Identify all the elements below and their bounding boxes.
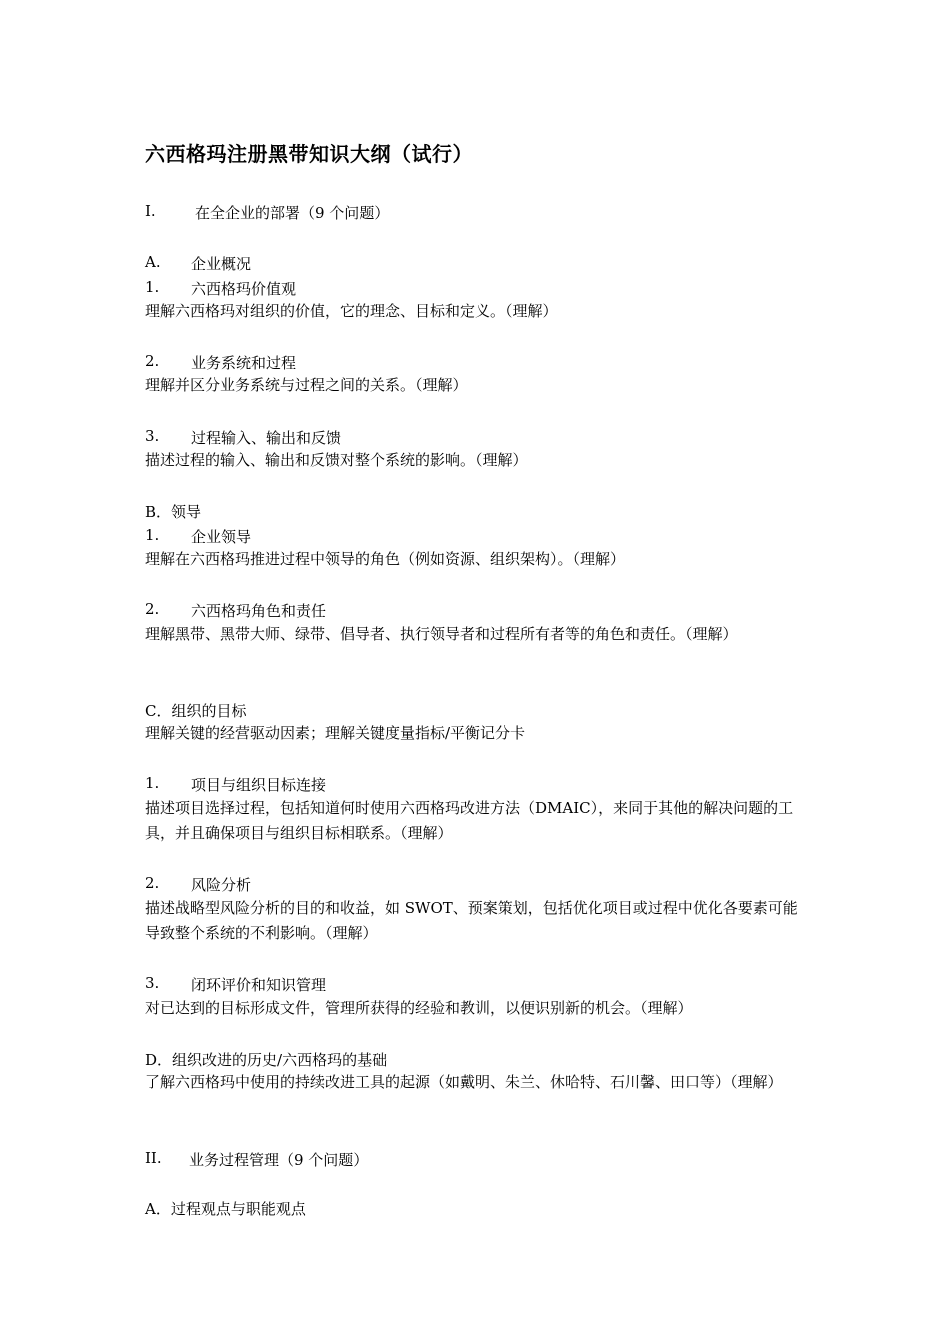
item-title: 业务系统和过程 (191, 354, 297, 372)
item-heading (145, 874, 252, 894)
part-title: 在全企业的部署（9 个问题） (195, 204, 390, 222)
part-number: I. (145, 202, 156, 220)
section-letter: A. (145, 253, 161, 271)
item-heading (145, 526, 252, 546)
section-heading: D．组织改进的历史/六西格玛的基础 (145, 1051, 388, 1069)
item-title: 风险分析 (191, 876, 252, 894)
item-heading (145, 352, 297, 372)
item-description: 理解六西格玛对组织的价值，它的理念、目标和定义。（理解） (145, 302, 558, 320)
item-description: 理解黑带、黑带大师、绿带、倡导者、执行领导者和过程所有者等的角色和责任。（理解） (145, 625, 738, 643)
section-heading: B．领导 (145, 503, 202, 521)
part-heading (145, 202, 390, 222)
item-number: 2. (145, 352, 160, 370)
item-heading (145, 600, 327, 620)
item-number: 3. (145, 974, 160, 992)
item-title: 闭环评价和知识管理 (191, 976, 327, 994)
section-description: 了解六西格玛中使用的持续改进工具的起源（如戴明、朱兰、休哈特、石川馨、田口等）（理解） (145, 1073, 783, 1091)
item-heading (145, 278, 297, 298)
part-number: II. (145, 1149, 162, 1167)
section-heading: C．组织的目标 (145, 702, 247, 720)
item-title: 项目与组织目标连接 (191, 776, 327, 794)
item-description: 理解并区分业务系统与过程之间的关系。（理解） (145, 376, 468, 394)
item-number: 2. (145, 600, 160, 618)
item-title: 六西格玛角色和责任 (191, 602, 327, 620)
item-number: 1. (145, 526, 160, 544)
item-number: 3. (145, 427, 160, 445)
item-description: 描述过程的输入、输出和反馈对整个系统的影响。（理解） (145, 451, 528, 469)
document-title: 六西格玛注册黑带知识大纲（试行） (145, 142, 473, 166)
item-description: 描述项目选择过程，包括知道何时使用六西格玛改进方法（DMAIC），来同于其他的解决问题的工具，并且确保项目与组织目标相联系。（理解） (145, 799, 794, 842)
item-description: 描述战略型风险分析的目的和收益，如 SWOT、预案策划，包括优化项目或过程中优化各要素可能导致整个系统的不利影响。（理解） (145, 899, 798, 942)
section-heading (145, 253, 252, 273)
item-heading (145, 427, 342, 447)
item-title: 过程输入、输出和反馈 (191, 429, 342, 447)
item-description: 对已达到的目标形成文件，管理所获得的经验和教训，以便识别新的机会。（理解） (145, 999, 693, 1017)
item-number: 1. (145, 774, 160, 792)
item-title: 六西格玛价值观 (191, 280, 297, 298)
section-title: 企业概况 (191, 255, 252, 273)
part-heading (145, 1149, 369, 1169)
item-title: 企业领导 (191, 528, 252, 546)
item-number: 2. (145, 874, 160, 892)
item-description: 理解在六西格玛推进过程中领导的角色（例如资源、组织架构）。（理解） (145, 550, 626, 568)
item-heading (145, 974, 327, 994)
section-heading: A．过程观点与职能观点 (145, 1200, 306, 1218)
part-title: 业务过程管理（9 个问题） (189, 1151, 369, 1169)
item-number: 1. (145, 278, 160, 296)
section-description: 理解关键的经营驱动因素；理解关键度量指标/平衡记分卡 (145, 724, 526, 742)
item-heading (145, 774, 327, 794)
